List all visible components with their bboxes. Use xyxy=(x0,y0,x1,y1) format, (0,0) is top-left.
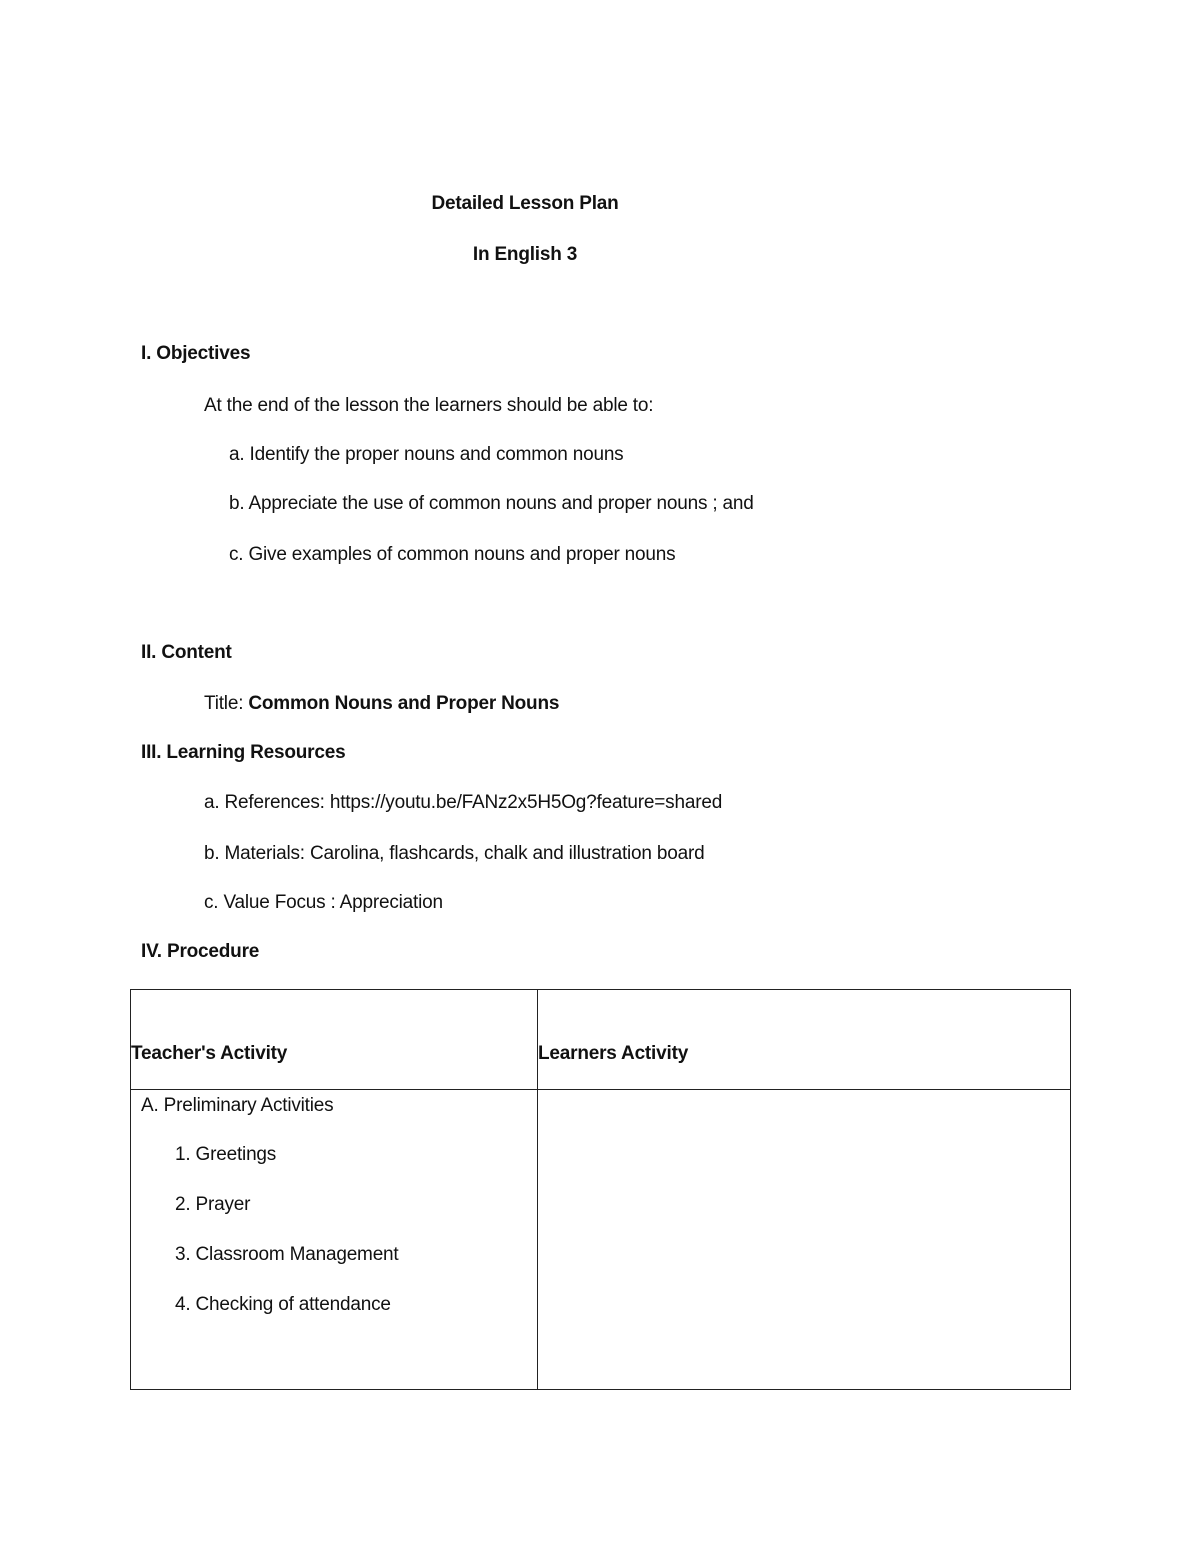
objectives-intro: At the end of the lesson the learners should be able to: xyxy=(204,395,654,416)
activity-step: 3. Classroom Management xyxy=(175,1244,399,1265)
resource-references: a. References: https://youtu.be/FANz2x5H5Og?feature=shared xyxy=(204,792,723,813)
content-title-line xyxy=(204,692,559,716)
resource-value-focus: c. Value Focus : Appreciation xyxy=(204,892,443,913)
document-subtitle: In English 3 xyxy=(472,244,578,265)
document-title: Detailed Lesson Plan xyxy=(431,193,619,214)
learners-activity-header: Learners Activity xyxy=(538,990,1071,1090)
learners-activity-cell xyxy=(538,1090,1071,1390)
objective-item: c. Give examples of common nouns and proper nouns xyxy=(229,544,676,565)
procedure-table xyxy=(130,989,1071,1390)
procedure-header-row xyxy=(131,990,1071,1090)
resources-heading: III. Learning Resources xyxy=(141,742,346,763)
objectives-heading: I. Objectives xyxy=(141,343,251,364)
content-title-value: Common Nouns and Proper Nouns xyxy=(248,693,560,714)
activity-step: 1. Greetings xyxy=(175,1144,277,1165)
activity-step: 4. Checking of attendance xyxy=(175,1294,391,1315)
resource-materials: b. Materials: Carolina, flashcards, chalk and illustration board xyxy=(204,843,705,864)
procedure-body-row xyxy=(131,1090,1071,1390)
content-heading: II. Content xyxy=(141,642,232,663)
teacher-activity-header: Teacher's Activity xyxy=(131,990,538,1090)
procedure-heading: IV. Procedure xyxy=(141,941,260,962)
objective-item: b. Appreciate the use of common nouns and proper nouns ; and xyxy=(229,493,754,514)
content-title-label: Title: xyxy=(204,693,249,714)
activity-step: 2. Prayer xyxy=(175,1194,251,1215)
preliminary-activities-label: A. Preliminary Activities xyxy=(141,1095,334,1116)
objective-item: a. Identify the proper nouns and common nouns xyxy=(229,444,624,465)
teacher-activity-cell xyxy=(131,1090,538,1390)
